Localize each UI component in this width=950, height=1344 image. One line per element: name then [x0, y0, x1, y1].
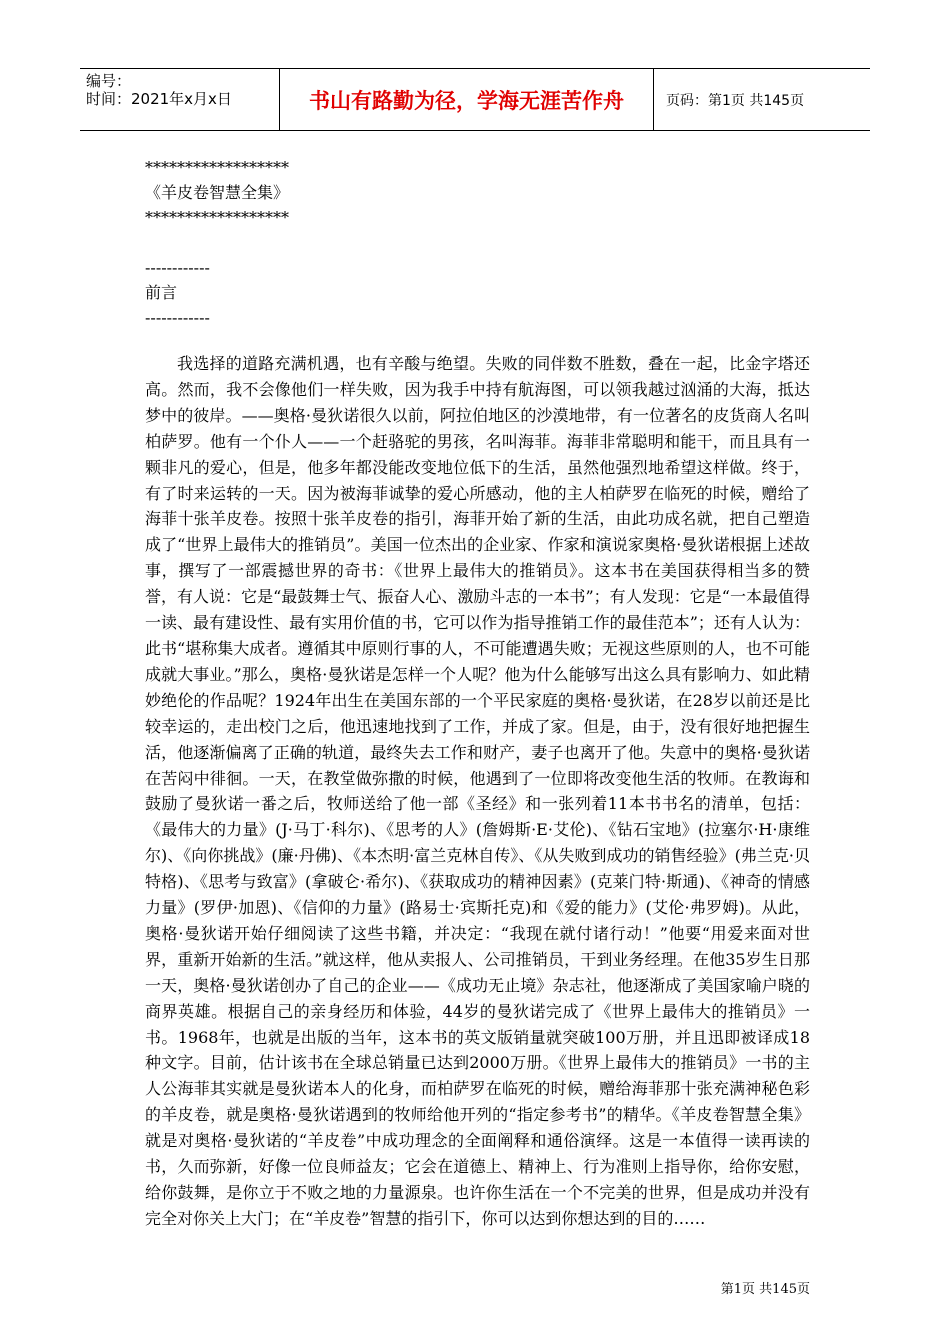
book-title: 《羊皮卷智慧全集》	[145, 183, 290, 202]
number-label: 编号：	[86, 72, 132, 90]
header-meta	[80, 69, 280, 130]
dashes-bottom: ------------	[145, 308, 210, 327]
stars-top: ******************	[145, 158, 289, 177]
header-motto: 书山有路勤为径，学海无涯苦作舟	[280, 69, 654, 130]
page-header	[80, 68, 870, 131]
preface-paragraph: 我选择的道路充满机遇，也有辛酸与绝望。失败的同伴数不胜数，叠在一起，比金字塔还高。然而，我不会像他们一样失败，因为我手中持有航海图，可以领我越过汹涌的大海，抵达梦中的彼岸。——奥格·曼狄诺很久以前，阿拉伯地区的沙漠地带，有一位著名的皮货商人名叫柏萨罗。他有一个仆人——一个赶骆驼的男孩，名叫海菲。海菲非常聪明和能干，而且具有一颗非凡的爱心，但是，他多年都没能改变地位低下的生活，虽然他强烈地希望这样做。终于，有了时来运转的一天。因为被海菲诚挚的爱心所感动，他的主人柏萨罗在临死的时候，赠给了海菲十张羊皮卷。按照十张羊皮卷的指引，海菲开始了新的生活，由此功成名就，把自己塑造成了“世界上最伟大的推销员”。美国一位杰出的企业家、作家和演说家奥格·曼狄诺根据上述故事，撰写了一部震撼世界的奇书：《世界上最伟大的推销员》。这本书在美国获得相当多的赞誉，有人说：它是“最鼓舞士气、振奋人心、激励斗志的一本书”；有人发现：它是“一本最值得一读、最有建设性、最有实用价值的书，它可以作为指导推销工作的最佳范本”；还有人认为：此书“堪称集大成者。遵循其中原则行事的人，不可能遭遇失败；无视这些原则的人，也不可能成就大事业。”那么，奥格·曼狄诺是怎样一个人呢？他为什么能够写出这么具有影响力、如此精妙绝伦的作品呢？1924年出生在美国东部的一个平民家庭的奥格·曼狄诺，在28岁以前还是比较幸运的，走出校门之后，他迅速地找到了工作，并成了家。但是，由于，没有很好地把握生活，他逐渐偏离了正确的轨道，最终失去工作和财产，妻子也离开了他。失意中的奥格·曼狄诺在苦闷中徘徊。一天，在教堂做弥撒的时候，他遇到了一位即将改变他生活的牧师。在教诲和鼓励了曼狄诺一番之后，牧师送给了他一部《圣经》和一张列着11本书书名的清单，包括：《最伟大的力量》(J·马丁·科尔)、《思考的人》(詹姆斯·E·艾伦)、《钻石宝地》(拉塞尔·H·康维尔)、《向你挑战》(廉·丹佛)、《本杰明·富兰克林自传》、《从失败到成功的销售经验》(弗兰克·贝特格)、《思考与致富》(拿破仑·希尔)、《获取成功的精神因素》(克莱门特·斯通)、《神奇的情感力量》(罗伊·加恩)、《信仰的力量》(路易士·宾斯托克)和《爱的能力》(艾伦·弗罗姆)。从此，奥格·曼狄诺开始仔细阅读了这些书籍，并决定：“我现在就付诸行动！”他要“用爱来面对世界，重新开始新的生活。”就这样，他从卖报人、公司推销员，干到业务经理。在他35岁生日那一天，奥格·曼狄诺创办了自己的企业——《成功无止境》杂志社，他逐渐成了美国家喻户晓的商界英雄。根据自己的亲身经历和体验，44岁的曼狄诺完成了《世界上最伟大的推销员》一书。1968年，也就是出版的当年，这本书的英文版销量就突破100万册，并且迅即被译成18种文字。目前，估计该书在全球总销量已达到2000万册。《世界上最伟大的推销员》一书的主人公海菲其实就是曼狄诺本人的化身，而柏萨罗在临死的时候，赠给海菲那十张充满神秘色彩的羊皮卷，就是奥格·曼狄诺遇到的牧师给他开列的“指定参考书”的精华。《羊皮卷智慧全集》就是对奥格·曼狄诺的“羊皮卷”中成功理念的全面阐释和通俗演绎。这是一本值得一读再读的书，久而弥新，好像一位良师益友；它会在道德上、精神上、行为准则上指导你，给你安慰，给你鼓舞，是你立于不败之地的力量源泉。也许你生活在一个不完美的世界，但是成功并没有完全对你关上大门；在“羊皮卷”智慧的指引下，你可以达到你想达到的目的……	[145, 354, 810, 1228]
document-body	[145, 155, 810, 1232]
stars-bottom: ******************	[145, 208, 289, 227]
section-title: 前言	[145, 283, 178, 302]
time-label: 时间：2021年x月x日	[86, 90, 232, 108]
header-page-label: 页码：第1页 共145页	[666, 92, 805, 109]
page-footer: 第1页 共145页	[720, 1282, 810, 1297]
dashes-top: ------------	[145, 258, 210, 277]
